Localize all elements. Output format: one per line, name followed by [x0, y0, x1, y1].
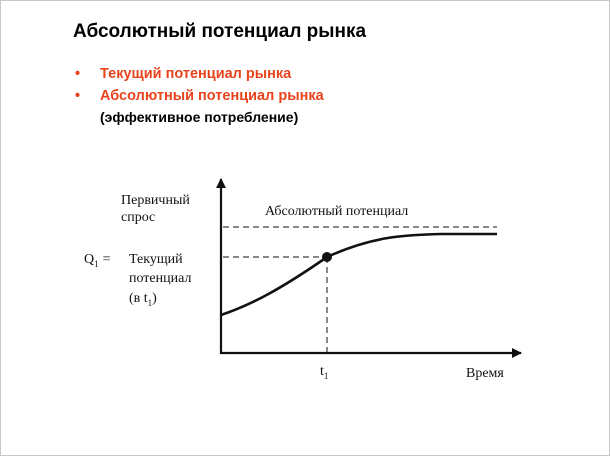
bullet-subtext: (эффективное потребление)	[100, 109, 299, 125]
absolute-potential-label: Абсолютный потенциал	[265, 204, 409, 219]
current-potential-label-line1: Текущий	[129, 252, 183, 267]
slide-title: Абсолютный потенциал рынка	[73, 21, 367, 42]
y-axis-label-line2: спрос	[121, 210, 156, 225]
demand-curve	[221, 234, 497, 315]
q-subscript: 1	[94, 259, 99, 269]
y-axis-label-line1: Первичный	[121, 193, 190, 208]
t-subscript: 1	[323, 371, 329, 381]
q-equals: =	[102, 252, 111, 267]
current-potential-label-line2: потенциал	[129, 271, 192, 286]
label-line3-suffix: )	[152, 291, 157, 306]
bullet-dot: •	[75, 66, 81, 82]
x-axis-label: Время	[466, 366, 504, 381]
market-potential-diagram	[1, 1, 609, 455]
q1-label	[84, 252, 111, 269]
bullet-dot: •	[75, 88, 81, 104]
bullet-text: Абсолютный потенциал рынка	[100, 88, 324, 104]
label-line3-subscript: 1	[147, 298, 153, 308]
current-potential-label-line3	[129, 291, 157, 308]
t-letter: t	[320, 364, 324, 379]
current-potential-point	[322, 252, 332, 262]
t1-label	[320, 364, 328, 381]
q-letter: Q	[84, 252, 95, 267]
label-line3-prefix: (в t	[129, 291, 148, 306]
bullet-text: Текущий потенциал рынка	[100, 66, 292, 82]
